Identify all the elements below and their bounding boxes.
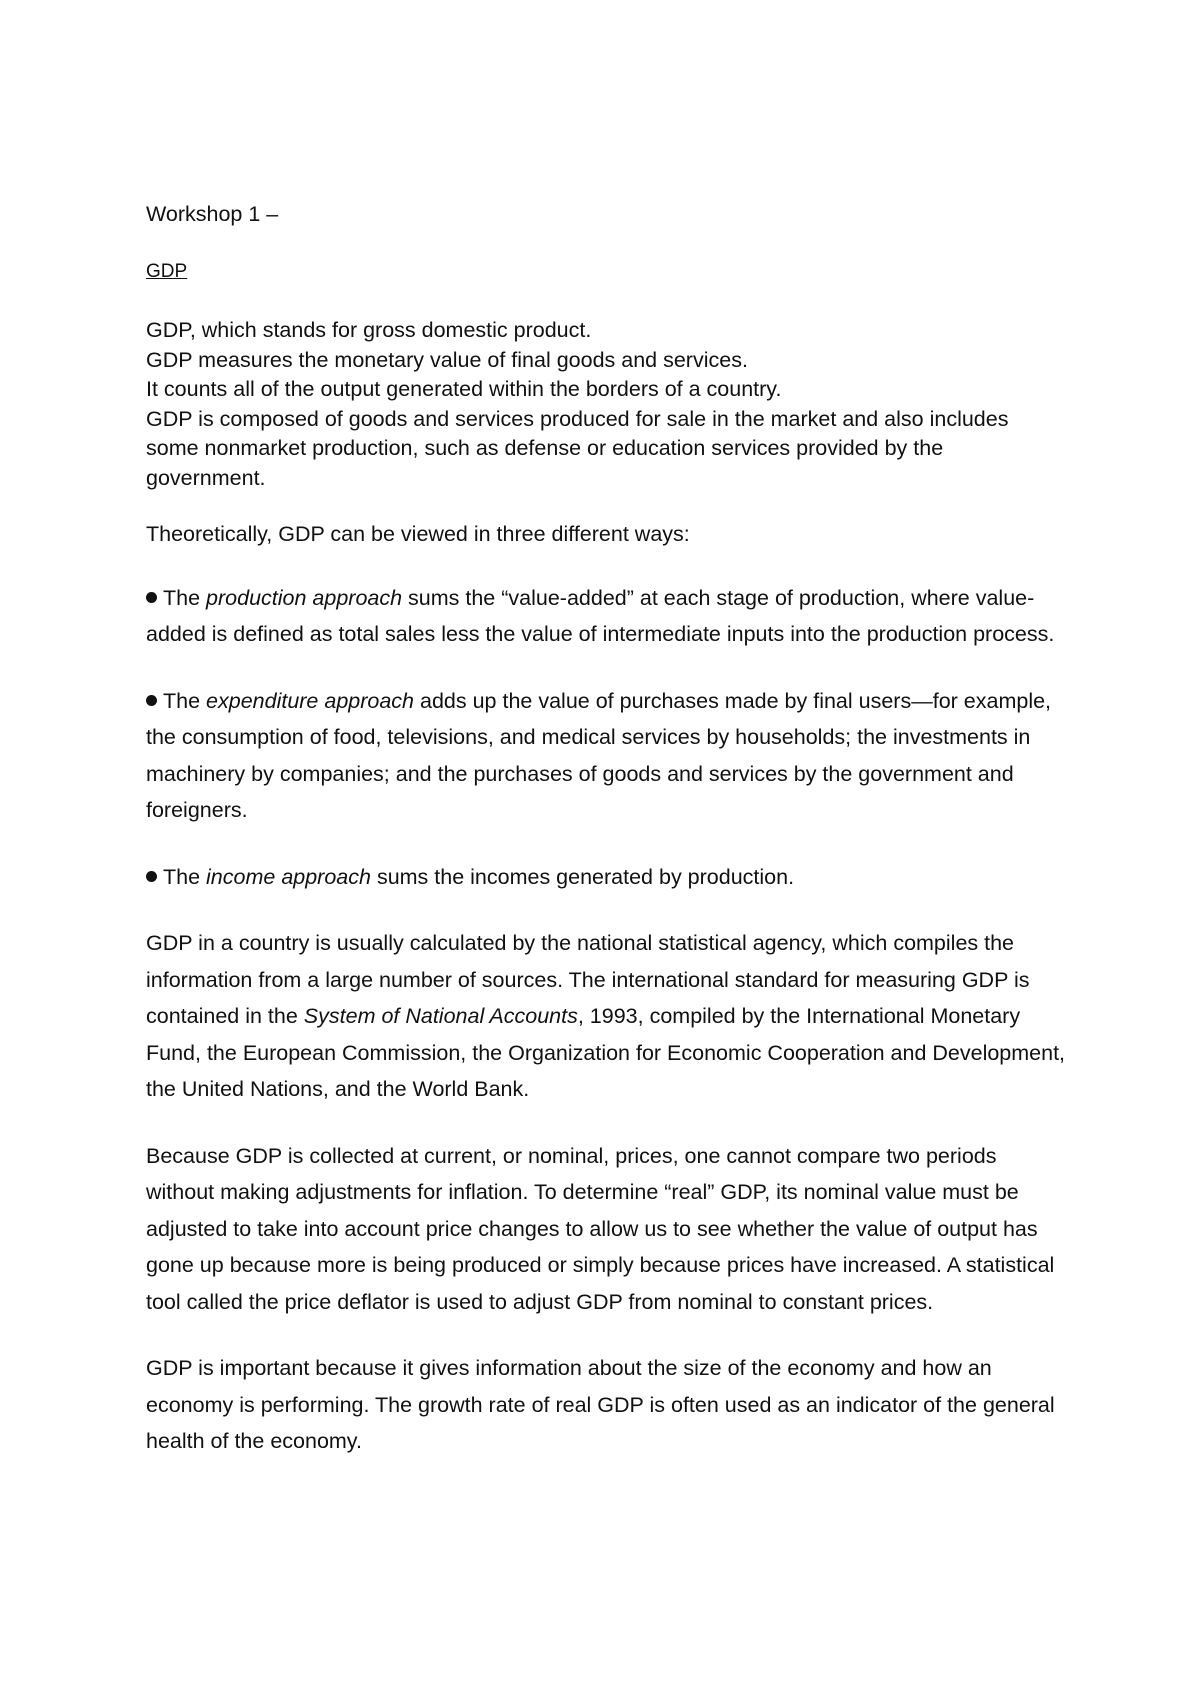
bullet-income [146,859,1066,896]
bullet-term: expenditure approach [206,688,415,713]
bullet-term: production approach [206,585,403,610]
bullet-expenditure [146,683,1066,829]
italic-title: System of National Accounts [303,1004,578,1028]
paragraph-text: , 1993, compiled by the International Monetary Fund, the European Commission, the Organization for Economic Cooperation and Development, the United Nations, and the World Bank. [146,1004,1066,1101]
bullet-production [146,580,1066,653]
paragraph-importance: GDP is important because it gives information about the size of the economy and how an economy is performing. The growth rate of real GDP is often used as an indicator of the general health of the economy. [146,1356,1055,1453]
bullet-dot-icon [146,695,157,706]
paragraph-agency [146,925,1066,1108]
bullet-lead: The [163,688,207,713]
bullet-term: income approach [206,864,371,889]
bullet-text: adds up the value of purchases made by final users—for example, the consumption of food, televisions, and medical services by households; the investments in machinery by companies; and the purchases of goods and services by the government and foreigners. [146,688,1052,822]
bullet-lead: The [163,585,207,610]
workshop-title: Workshop 1 – [146,202,279,226]
intro-line: It counts all of the output generated within the borders of a country. [146,377,782,401]
document-page [146,200,1066,1460]
intro-line: GDP measures the monetary value of final goods and services. [146,347,748,372]
bullet-text: sums the “value-added” at each stage of production, where value-added is defined as total sales less the value of intermediate inputs into the production process. [146,585,1055,646]
ways-intro: Theoretically, GDP can be viewed in three different ways: [146,522,690,546]
bullet-lead: The [163,864,207,889]
bullet-dot-icon [146,592,157,603]
intro-line: GDP, which stands for gross domestic product. [146,318,592,342]
bullet-text: sums the incomes generated by production. [370,864,795,889]
section-heading: GDP [146,261,188,282]
bullet-dot-icon [146,871,157,882]
paragraph-real-gdp: Because GDP is collected at current, or nominal, prices, one cannot compare two periods without making adjustments for inflation. To determine “real” GDP, its nominal value must be adjusted to take into account price changes to allow us to see whether the value of output has gone up because more is being produced or simply because prices have increased. A statistical tool called the price deflator is used to adjust GDP from nominal to constant prices. [146,1143,1055,1314]
paragraph-text: GDP in a country is usually calculated by the national statistical agency, which compiles the information from a large number of sources. The international standard for measuring GDP is contained in the [146,931,1030,1028]
intro-line: GDP is composed of goods and services produced for sale in the market and also includes some nonmarket production, such as defense or education services provided by the government. [146,406,1009,490]
intro-block [146,316,1066,493]
